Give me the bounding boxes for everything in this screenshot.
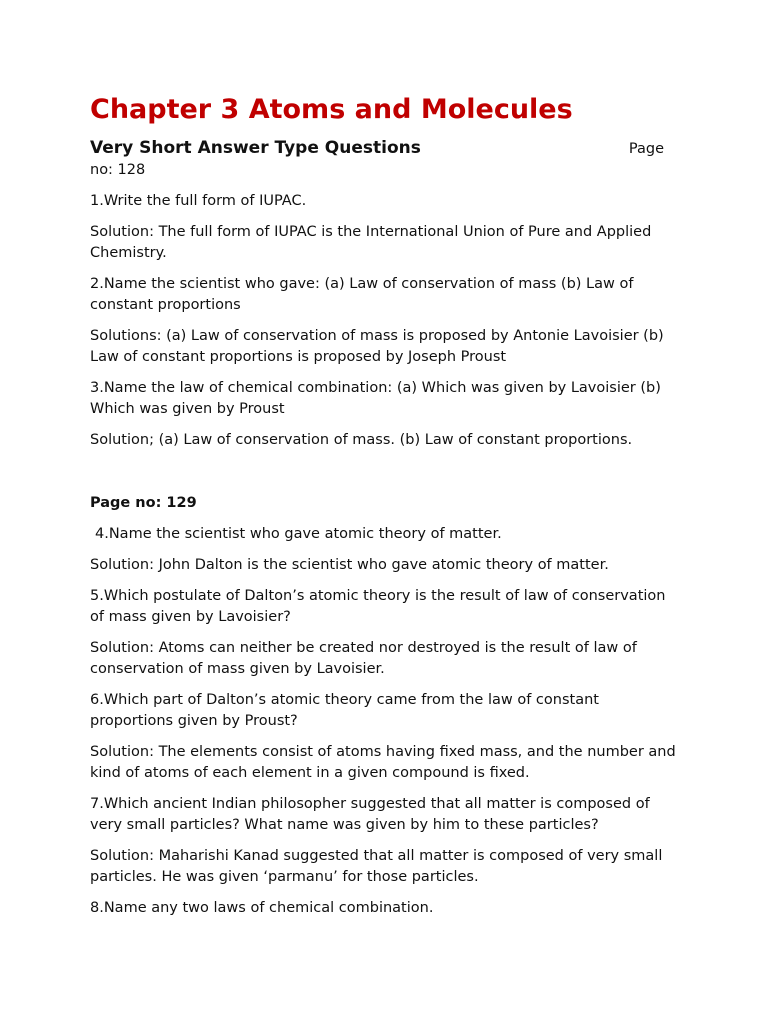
page-129-heading: Page no: 129 (90, 495, 197, 511)
section-subheading: Very Short Answer Type Questions (90, 138, 421, 158)
page-number-value: no: 128 (90, 162, 146, 178)
question-2: 2.Name the scientist who gave: (a) Law of conservation of mass (b) Law of constant proportions (90, 276, 634, 313)
solution-2: Solutions: (a) Law of conservation of mass is proposed by Antonie Lavoisier (b) Law of constant proportions is proposed by Joseph Proust (90, 328, 664, 365)
document-body (90, 92, 678, 929)
question-8: 8.Name any two laws of chemical combination. (90, 900, 434, 916)
solution-1: Solution: The full form of IUPAC is the International Union of Pure and Applied Chemistry. (90, 224, 652, 261)
question-4: 4.Name the scientist who gave atomic theory of matter. (95, 526, 502, 542)
page-number-label: Page (628, 141, 664, 157)
chapter-title: Chapter 3 Atoms and Molecules (90, 94, 573, 125)
section-gap (90, 461, 678, 493)
subheading-line (90, 137, 664, 160)
question-3: 3.Name the law of chemical combination: (a) Which was given by Lavoisier (b) Which was given by Proust (90, 380, 661, 417)
solution-4: Solution: John Dalton is the scientist who gave atomic theory of matter. (90, 557, 609, 573)
question-1: 1.Write the full form of IUPAC. (90, 193, 307, 209)
solution-3: Solution; (a) Law of conservation of mass. (b) Law of constant proportions. (90, 432, 633, 448)
solution-6: Solution: The elements consist of atoms having fixed mass, and the number and kind of atoms of each element in a given compound is fixed. (90, 744, 676, 781)
question-7: 7.Which ancient Indian philosopher suggested that all matter is composed of very small particles? What name was given by him to these particles? (90, 796, 650, 833)
solution-5: Solution: Atoms can neither be created nor destroyed is the result of law of conservation of mass given by Lavoisier. (90, 640, 637, 677)
question-5: 5.Which postulate of Dalton’s atomic theory is the result of law of conservation of mass given by Lavoisier? (90, 588, 666, 625)
solution-7: Solution: Maharishi Kanad suggested that all matter is composed of very small particles. He was given ‘parmanu’ for those particles. (90, 848, 663, 885)
question-6: 6.Which part of Dalton’s atomic theory came from the law of constant proportions given by Proust? (90, 692, 599, 729)
